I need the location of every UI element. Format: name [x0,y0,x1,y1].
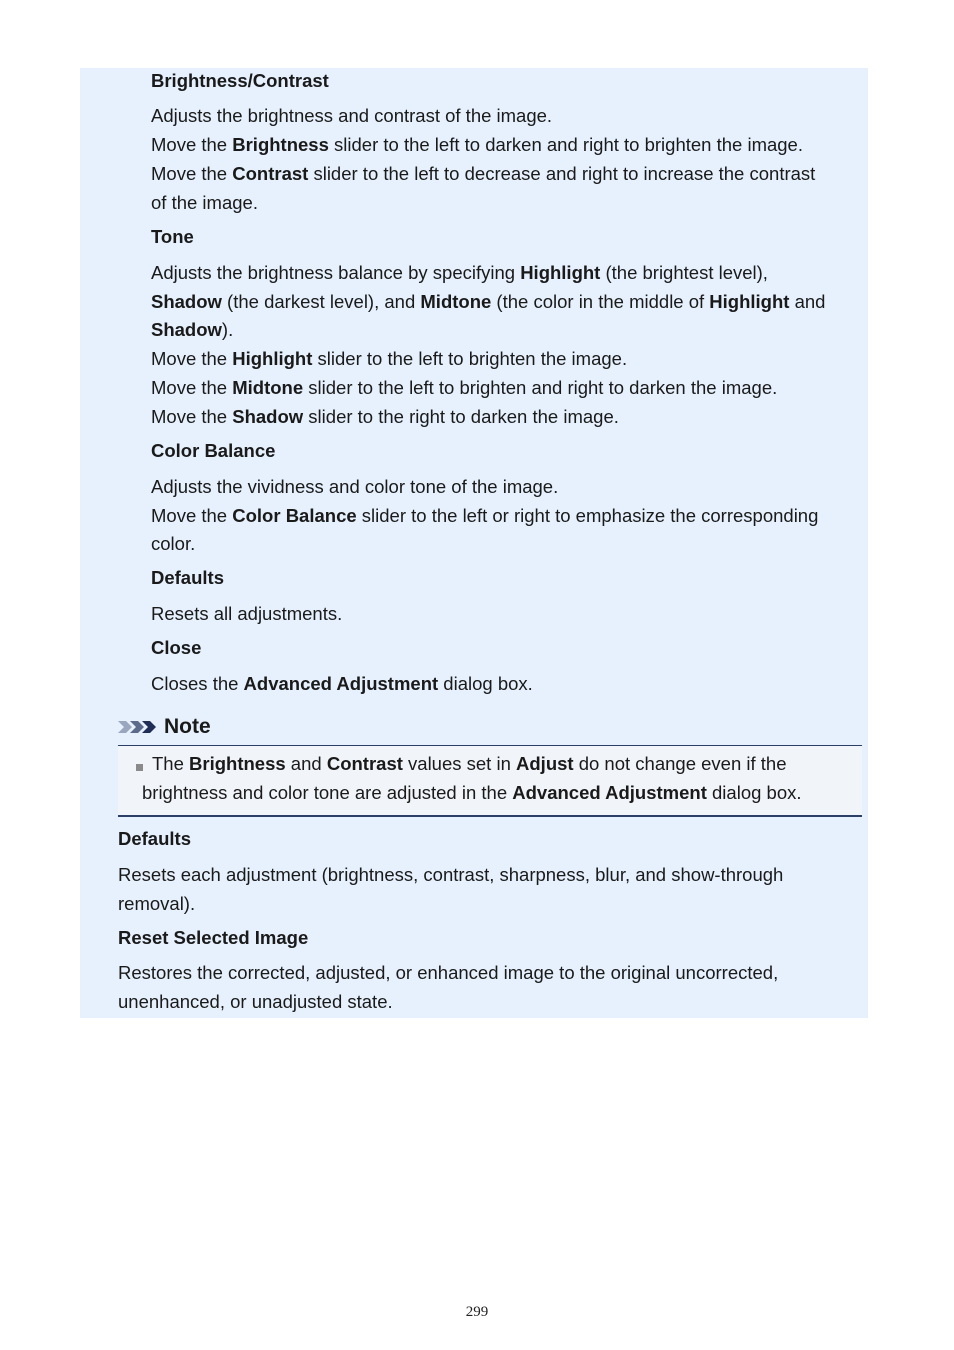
note-arrows-icon [118,719,158,735]
tone-desc-line3: Shadow). [151,319,234,340]
midtone-slider-text: Move the Midtone slider to the left to brighten and right to darken the image. [151,377,778,398]
brightness-slider-text: Move the Brightness slider to the left to darken and right to brighten the image. [151,134,803,155]
note-text-line2: brightness and color tone are adjusted in the Advanced Adjustment dialog box. [142,782,802,803]
color-balance-slider-text: Move the Color Balance slider to the left or right to emphasize the corresponding [151,505,819,526]
color-balance-heading: Color Balance [151,440,276,461]
defaults-heading: Defaults [118,828,191,849]
tone-heading: Tone [151,226,194,247]
note-text-line1: The Brightness and Contrast values set in Adjust do not change even if the [152,753,787,774]
contrast-slider-text: Move the Contrast slider to the left to decrease and right to increase the contrast [151,163,816,184]
shadow-slider-text: Move the Shadow slider to the right to darken the image. [151,406,619,427]
page-number: 299 [465,1304,489,1320]
reset-desc-line2: unenhanced, or unadjusted state. [118,991,393,1012]
brightness-contrast-heading: Brightness/Contrast [151,70,329,91]
tone-desc-line2: Shadow (the darkest level), and Midtone (the color in the middle of Highlight and [151,291,826,312]
close-desc: Closes the Advanced Adjustment dialog box. [151,673,533,694]
reset-desc-line1: Restores the corrected, adjusted, or enhanced image to the original uncorrected, [118,962,779,983]
defaults-desc-line1: Resets each adjustment (brightness, contrast, sharpness, blur, and show-through [118,864,784,885]
defaults-inner-desc: Resets all adjustments. [151,603,343,624]
highlight-slider-text: Move the Highlight slider to the left to brighten the image. [151,348,628,369]
reset-selected-image-heading: Reset Selected Image [118,927,309,948]
tone-desc-line1: Adjusts the brightness balance by specifying Highlight (the brightest level), [151,262,768,283]
close-heading: Close [151,637,202,658]
brightness-contrast-desc: Adjusts the brightness and contrast of the image. [151,105,553,126]
note-header [118,712,211,742]
defaults-desc-line2: removal). [118,893,196,914]
bullet-square-icon [136,764,143,771]
note-label: Note [164,715,211,738]
defaults-inner-heading: Defaults [151,567,224,588]
contrast-slider-text-cont: of the image. [151,192,258,213]
color-balance-desc: Adjusts the vividness and color tone of the image. [151,476,559,497]
color-balance-slider-text-cont: color. [151,533,196,554]
